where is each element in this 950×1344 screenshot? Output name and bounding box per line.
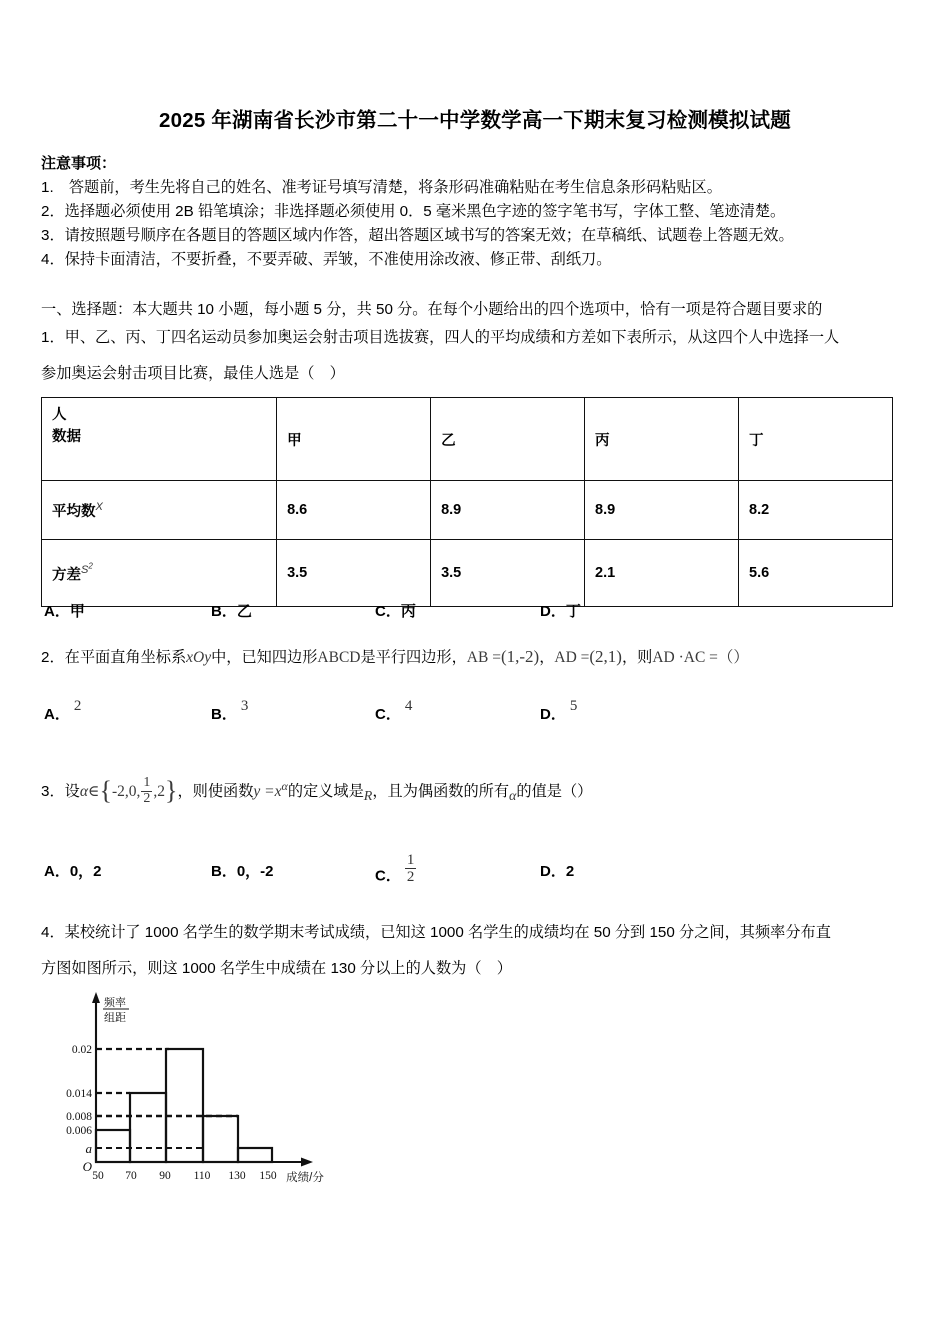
option-c-fraction-numerator: 1: [406, 852, 415, 868]
q3-set-fraction: [141, 776, 152, 806]
frequency-histogram: [55, 988, 355, 1203]
option-a[interactable]: [44, 600, 85, 621]
x-tick-label: 110: [193, 1170, 211, 1182]
option-c-key: C．: [375, 867, 401, 885]
option-c-key: C．: [375, 706, 401, 723]
bar-110-130: [203, 1116, 238, 1162]
x-tick-label: 50: [92, 1170, 104, 1182]
q3-prefix: 3．设: [41, 783, 80, 801]
q3-mid-3: ，且为偶函数的所有: [372, 783, 510, 801]
option-a-text: 甲: [69, 603, 85, 620]
q3-set-items-pre: -2,0,: [111, 783, 141, 801]
option-b-text: 0，-2: [236, 863, 274, 880]
q2-math-xoy: xOy: [186, 649, 212, 666]
option-c-key: C．: [375, 603, 401, 620]
corner-label-data: 数据: [52, 429, 81, 446]
table-col-header: 乙: [431, 398, 585, 481]
q3-suffix: 的值是（）: [516, 783, 593, 801]
q3-set-items-post: ,2: [153, 783, 165, 801]
option-a[interactable]: [44, 860, 102, 881]
x-tick-label: 150: [259, 1170, 277, 1182]
option-b[interactable]: [211, 600, 252, 621]
corner-label-person: 人: [52, 407, 67, 423]
option-b-value: 3: [240, 698, 249, 714]
q3-math-alpha-exponent: α: [281, 779, 288, 794]
option-c-fraction-denominator: 2: [406, 869, 415, 886]
q3-right-brace: }: [164, 776, 178, 806]
q2-math-ad: AD =: [554, 649, 590, 666]
bar-130-150: [238, 1148, 272, 1162]
q3-set-fraction-numerator: 1: [143, 775, 151, 790]
table-header-row: [42, 398, 893, 481]
table-col-header: 丁: [739, 398, 893, 481]
option-a-key: A．: [44, 706, 70, 723]
notice-item-2: 2．选择题必须使用 2B 铅笔填涂；非选择题必须使用 0．5 毫米黑色字迹的签字笔书写，字体工整、笔迹清楚。: [41, 203, 786, 220]
question-1-line-1: 1．甲、乙、丙、丁四名运动员参加奥运会射击项目选拔赛，四人的平均成绩和方差如下表所示，从这四个人中选择一人: [41, 329, 840, 346]
histogram-svg: [55, 988, 355, 1203]
q2-math-ad-value: (2,1): [589, 647, 622, 666]
histogram-bars: [96, 1049, 272, 1162]
table-col-header: 甲: [277, 398, 431, 481]
bar-70-90: [130, 1093, 166, 1162]
bar-90-110: [166, 1049, 203, 1162]
option-c[interactable]: [375, 698, 413, 724]
x-axis-title: 成绩/分: [286, 1172, 324, 1184]
table-cell: 5.6: [739, 540, 893, 607]
q2-math-ab-value: (1,-2): [500, 647, 540, 666]
row-label-mean: [42, 481, 277, 540]
q2-math-dot-product: AD ·AC =: [652, 649, 718, 666]
question-4-line-2: 方图如图所示，则这 1000 名学生中成绩在 130 分以上的人数为（ ）: [41, 960, 512, 977]
variance-symbol-exp: 2: [88, 561, 93, 571]
q2-comma-2: ，: [621, 649, 638, 666]
option-d[interactable]: [540, 698, 578, 724]
q2-part-d: 则: [637, 649, 653, 666]
y-axis-arrow-icon: [92, 992, 100, 1003]
q3-element-of-icon: ∈: [87, 783, 100, 801]
option-d[interactable]: [540, 860, 574, 881]
option-a[interactable]: [44, 698, 82, 724]
option-d-text: 2: [565, 863, 575, 880]
q3-left-brace: {: [99, 776, 112, 806]
notice-item-1: 1. 答题前，考生先将自己的姓名、准考证号填写清楚，将条形码准确粘贴在考生信息条形码粘贴区。: [41, 179, 722, 196]
x-tick-label: 70: [125, 1170, 137, 1182]
q3-alpha-2: α: [509, 789, 517, 805]
bar-50-70: [96, 1130, 130, 1162]
y-axis-title: [103, 995, 129, 1024]
y-tick-label: 0.02: [71, 1044, 92, 1056]
question-4-line-1: 4．某校统计了 1000 名学生的数学期末考试成绩，已知这 1000 名学生的成绩均在 50 分到 150 分之间，其频率分布直: [41, 924, 831, 941]
q2-part-b: 中，已知四边形: [211, 649, 318, 666]
option-a-value: 2: [73, 698, 82, 714]
notice-heading: 注意事项：: [41, 155, 117, 172]
question-2-options: [0, 698, 950, 725]
q3-mid-2: 的定义域是: [287, 783, 364, 801]
y-axis-title-numerator: 频率: [104, 997, 126, 1009]
q2-part-c: 是平行四边形，: [360, 649, 467, 666]
table-row: [42, 481, 893, 540]
table-row: [42, 540, 893, 607]
option-c[interactable]: [375, 600, 416, 621]
option-a-key: A．: [44, 603, 70, 620]
variance-symbol-base: S: [81, 564, 89, 577]
option-c-text: 丙: [400, 603, 416, 620]
y-tick-labels: [66, 1044, 92, 1174]
x-axis-arrow-icon: [301, 1158, 313, 1167]
option-a-key: A．: [44, 863, 70, 880]
y-tick-label: 0.008: [66, 1111, 92, 1123]
option-b[interactable]: [211, 860, 274, 881]
section-heading: 一、选择题：本大题共 10 小题，每小题 5 分，共 50 分。在每个小题给出的四个选项中，恰有一项是符合题目要求的: [41, 301, 823, 318]
q2-comma-1: ，: [539, 649, 555, 666]
table-cell: 8.6: [277, 481, 431, 540]
notice-item-3: 3．请按照题号顺序在各题目的答题区域内作答，超出答题区域书写的答案无效；在草稿纸、试题卷上答题无效。: [41, 227, 794, 244]
x-tick-labels: [92, 1170, 277, 1182]
statistics-table: [41, 397, 893, 607]
table-corner-cell: [42, 398, 277, 481]
q2-answer-paren: （）: [717, 649, 749, 666]
q3-math-x: x: [274, 783, 282, 801]
option-d-key: D．: [540, 706, 566, 723]
row-label-variance-symbol: [81, 561, 93, 577]
q3-alpha: α: [79, 783, 88, 801]
row-label-variance-text: 方差: [52, 567, 81, 584]
option-c-value: 4: [404, 698, 413, 714]
option-b-key: B．: [211, 863, 237, 880]
option-d-text: 丁: [565, 603, 581, 620]
q3-math-y: y =: [253, 783, 275, 801]
option-b-key: B．: [211, 603, 237, 620]
option-c-fraction: [405, 852, 417, 885]
q2-part-a: 2．在平面直角坐标系: [41, 649, 187, 666]
table-cell: 8.9: [431, 481, 585, 540]
x-tick-label: 90: [159, 1170, 171, 1182]
table-cell: 8.9: [585, 481, 739, 540]
row-label-variance: [42, 540, 277, 607]
y-tick-label: 0.006: [66, 1125, 92, 1137]
option-b-key: B．: [211, 706, 237, 723]
q2-math-ab: AB =: [466, 649, 501, 666]
notice-item-4: 4．保持卡面清洁，不要折叠，不要弄破、弄皱，不准使用涂改液、修正带、刮纸刀。: [41, 251, 612, 268]
option-d-key: D．: [540, 863, 566, 880]
option-b[interactable]: [211, 698, 249, 724]
q3-mid-1: ，则使函数: [177, 783, 254, 801]
y-axis-title-denominator: 组距: [104, 1012, 126, 1024]
table-cell: 3.5: [431, 540, 585, 607]
row-label-mean-symbol: X: [95, 500, 103, 513]
question-3-text: [41, 777, 592, 807]
question-1-options: [0, 600, 950, 622]
option-d[interactable]: [540, 600, 581, 621]
origin-label: O: [82, 1159, 92, 1174]
option-c[interactable]: [375, 852, 416, 893]
q3-math-R: R: [363, 789, 373, 805]
question-1-line-2: 参加奥运会射击项目比赛，最佳人选是（ ）: [41, 365, 345, 382]
option-b-text: 乙: [236, 603, 252, 620]
question-2-text: [41, 645, 749, 667]
question-3-options: [0, 852, 950, 886]
option-a-text: 0，2: [69, 863, 102, 880]
option-d-key: D．: [540, 603, 566, 620]
option-d-value: 5: [569, 698, 578, 714]
q3-set-fraction-denominator: 2: [143, 790, 151, 806]
table-cell: 2.1: [585, 540, 739, 607]
page-title: 2025 年湖南省长沙市第二十一中学数学高一下期末复习检测模拟试题: [159, 109, 791, 132]
x-tick-label: 130: [228, 1170, 246, 1182]
q2-math-abcd: ABCD: [317, 649, 361, 666]
table-col-header: 丙: [585, 398, 739, 481]
y-tick-label: 0.014: [66, 1088, 92, 1100]
table-cell: 8.2: [739, 481, 893, 540]
y-tick-label-a: a: [85, 1141, 92, 1156]
row-label-mean-text: 平均数: [52, 503, 96, 520]
table-cell: 3.5: [277, 540, 431, 607]
